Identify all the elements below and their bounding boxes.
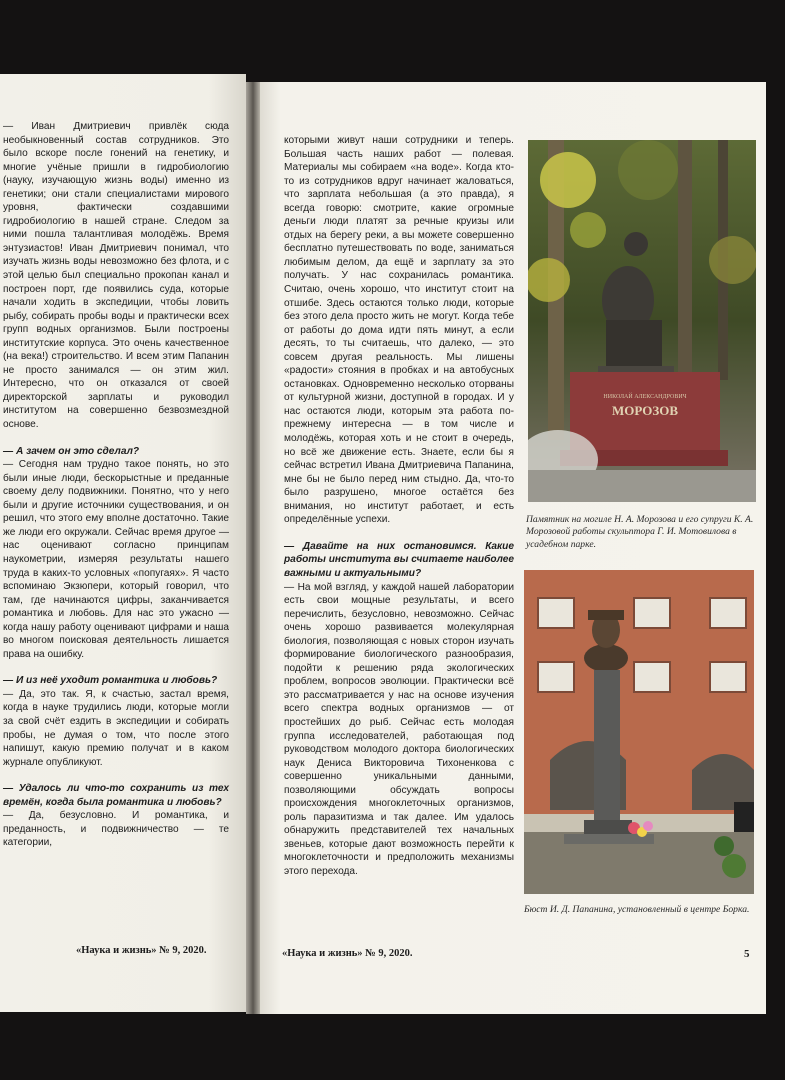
interview-paragraph: — Сегодня нам трудно такое понять, но это были иные люди, бескорыстные и преданные своему делу подвижники. Понятно, что у него были и другие источники существования, и он решил, что этого ему вполне достаточно. Такие же люди его окружали. Сейчас время другое — нас оценивают согласно принципам наукометрии, измеряя результаты нашего труда в каких-то условных «попугаях». Я часто вспоминаю Экзюпери, который говорил, что там, где начинаются цифры, заканчивается романтика и любовь. Для нас это ужасно — когда нашу работу оценивают цифрами и наша во многом поисковая деятельность лишается права на ошибку. — [3, 459, 229, 660]
papanin-bust-photo — [524, 570, 754, 894]
page-number: 5 — [744, 948, 750, 960]
interview-question: — И из неё уходит романтика и любовь? — [3, 675, 218, 687]
monument-photo-caption: Памятник на могиле Н. А. Морозова и его супруги К. А. Морозовой работы скульптора Г. И. Мотовилова в усадебном парке. — [526, 514, 754, 550]
interview-paragraph: — Да, это так. Я, к счастью, застал время, когда в науке трудились люди, которые могли за свой счёт ездить в экспедиции и собирать пробы, не думая о том, что после этого напишут, какую премию получат и в каком журнале опубликуют. — [3, 688, 229, 768]
plaque-top-text: НИКОЛАЙ АЛЕКСАНДРОВИЧ — [603, 394, 687, 400]
plaque-name-text: МОРОЗОВ — [611, 403, 679, 418]
interview-question: — А зачем он это сделал? — [3, 445, 140, 457]
interview-paragraph: которыми живут наши сотрудники и теперь. Большая часть наших работ — полевая. Материалы мы собираем «на воде». Когда кто-то из сотрудников вдруг начинает жаловаться, что зарплата небольшая (а это правда), я всегда говорю: смотрите, какие огромные деньги люди платят за речные круизы или отдых на берегу реки, а вы можете совершенно бесплатно путешествовать по воде, заниматься любимым делом, да ещё и зарплату за это получать. У нас сохранилась романтика. Считаю, очень хорошо, что институт стоит на отшибе. Здесь остаются только люди, которые без этого дела просто жить не могут. Когда тебе от работы до дома идти пять минут, а если десять, то ты считаешь, что далеко, — это совсем другая реальность. Мы лишены «радости» стояния в пробках и на автобусных остановках. Одновременно несколько оторваны от культурной жизни, доступной в городах. И у нас остаются люди, которым эта работа по-прежнему интересна — в том числе и молодёжь, которая хоть и не стоит в очередь, но всё же движение есть. Знаете, если бы я сейчас встретил Ивана Дмитриевича Папанина, мне бы не было перед ним стыдно. Да, что-то было разрушено, многое остаётся без внимания, но институт работает, и есть определённые успехи. — [284, 135, 514, 526]
interview-question: — Давайте на них остановимся. Какие работы института вы считаете наиболее важными и актуальными? — [284, 540, 514, 579]
interview-paragraph: — Да, безусловно. И романтика, и преданность, и подвижничество — те категории, — [3, 810, 229, 849]
book-gutter — [246, 82, 260, 1014]
interview-paragraph: — На мой взгляд, у каждой нашей лаборатории есть свои мощные результаты, и всего перечислить, безусловно, невозможно. Сейчас очень хорошо развивается молекулярная биология, позволяющая с новых сторон изучать формирование биологического разнообразия, подойти к решению ряда экологических проблем, вопросов эволюции. Практически всё это рассматривается у нас на основе изучения всего спектра водных организмов — от простейших до рыб. Сейчас есть молодая группа исследователей, работающая под руководством молодого доктора биологических наук Дениса Викторовича Тихоненкова с совершенно уникальными данными, позволяющими обсуждать вопросы происхождения многоклеточных организмов, роль паразитизма и так далее. Им удалось обнаружить представителей тех начальных звеньев, которые дают возможность перейти к многоклеточности и предположить механизмы этого перехода. — [284, 581, 514, 877]
interview-question: — Удалось ли что-то сохранить из тех времён, когда была романтика и любовь? — [3, 783, 229, 808]
morozov-monument-photo — [528, 140, 756, 502]
right-page — [260, 82, 766, 1014]
left-page-text-column — [3, 120, 229, 850]
left-page — [0, 74, 246, 1012]
interview-paragraph: — Иван Дмитриевич привлёк сюда необыкновенный состав сотрудников. Это было вскоре после гонений на генетику, и многие учёные пришли в гидробиологию (науку, изучающую жизнь воды) именно из генетики; они стали специалистами мирового уровня, фактически создавшими гидробиологию в нашей стране. Следом за ними пошла талантливая молодёжь. Время энтузиастов! Иван Дмитриевич понимал, что изучать жизнь воды невозможно без флота, и с этой целью был специально прокопан канал и построен порт, где появились суда, которые начали ходить в экспедиции, чтобы ловить рыбу, собирать пробы воды и практически всех групп водных организмов. Были построены институтские корпуса. Это очень качественное (на века!) строительство. И всем этим Папанин не просто занимался — он этим жил. Интересно, что он отказался от своей директорской зарплаты и руководил институтом на совершенно безвозмездной основе. — [3, 121, 229, 431]
right-page-footer: «Наука и жизнь» № 9, 2020. — [282, 948, 413, 959]
bust-photo-caption: Бюст И. Д. Папанина, установленный в центре Борка. — [524, 904, 750, 915]
left-page-footer: «Наука и жизнь» № 9, 2020. — [76, 945, 207, 956]
right-page-text-column — [284, 134, 514, 879]
